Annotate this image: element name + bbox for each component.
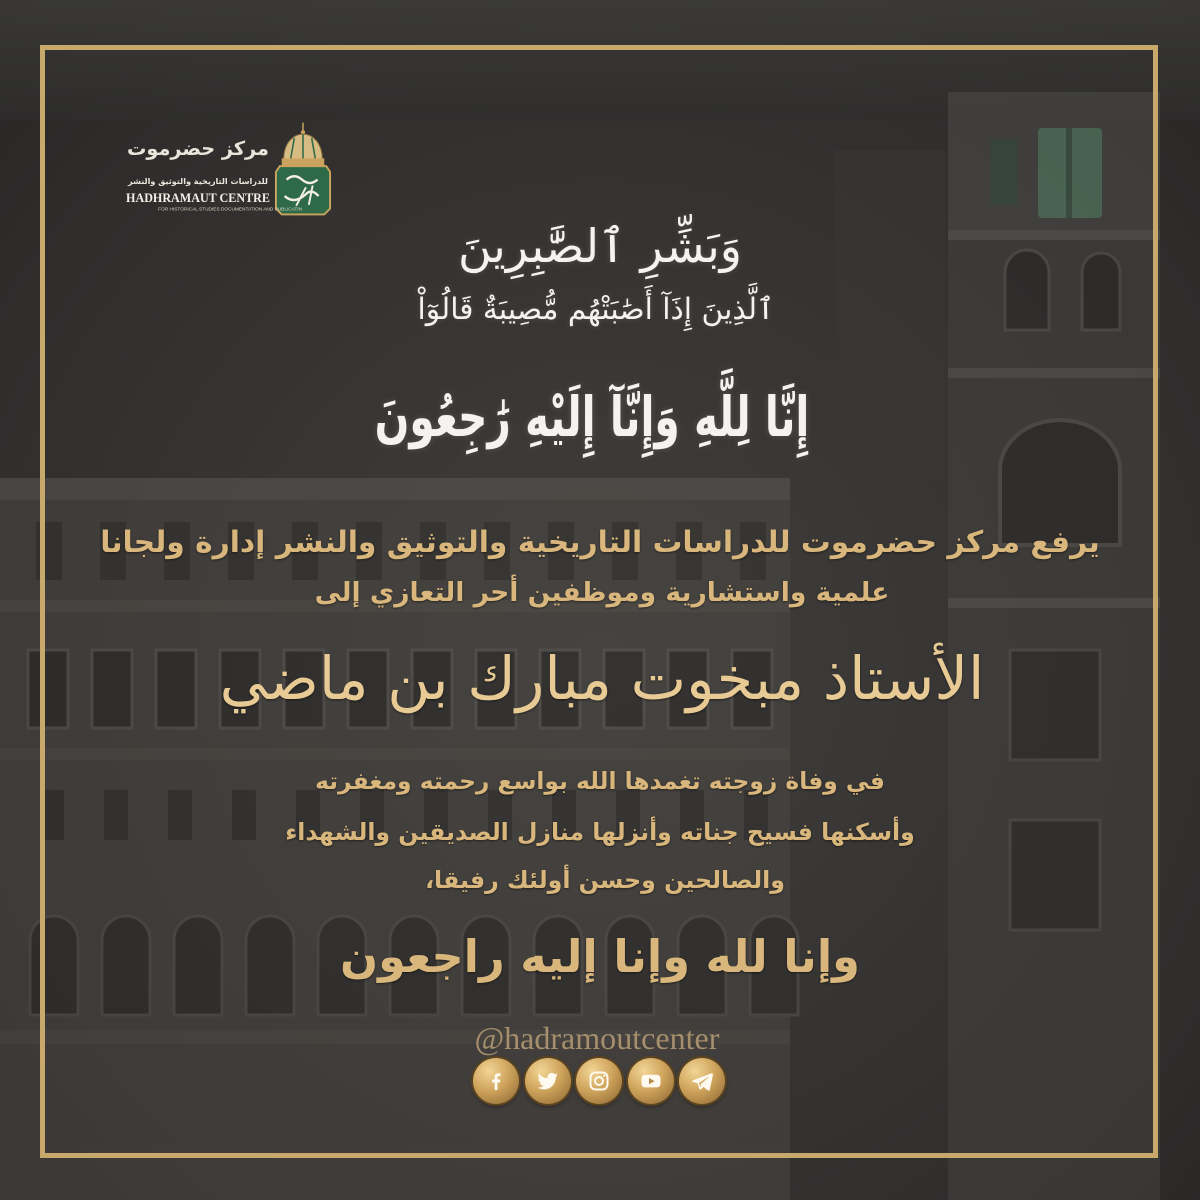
twitter-icon[interactable] bbox=[525, 1058, 571, 1104]
prayer-line-1 bbox=[0, 756, 1200, 804]
closing-phrase-text: وإنا لله وإنا إليه راجعون bbox=[340, 930, 860, 983]
closing-phrase bbox=[0, 920, 1200, 992]
logo-subtitle bbox=[124, 171, 272, 189]
telegram-glyph bbox=[690, 1069, 714, 1093]
instagram-icon[interactable] bbox=[576, 1058, 622, 1104]
instagram-lens bbox=[595, 1077, 603, 1085]
verse-line-1-text: وَبَشِّرِ ٱلصَّٰبِرِينَ bbox=[458, 219, 742, 273]
facebook-f bbox=[492, 1073, 501, 1090]
intro-line-2-text: علمية واستشارية وموظفين أحر التعازي إلى bbox=[314, 577, 890, 608]
verse-line-2-text: ٱلَّذِينَ إِذَآ أَصَٰبَتْهُم مُّصِيبَةٌ قَالُوٓاْ bbox=[417, 292, 775, 327]
twitter-bird bbox=[537, 1073, 558, 1090]
prayer-line-2 bbox=[0, 807, 1200, 855]
social-handle bbox=[0, 1019, 1200, 1057]
instagram-dot bbox=[603, 1075, 605, 1077]
dome-tower-emblem-icon bbox=[274, 120, 332, 218]
intro-line-1 bbox=[0, 516, 1200, 566]
prayer-line-1-text: في وفاة زوجته تغمدها الله بواسع رحمته ومغفرته bbox=[315, 767, 885, 795]
youtube-icon[interactable] bbox=[628, 1058, 674, 1104]
social-handle-text: @hadramoutcenter bbox=[474, 1020, 720, 1056]
logo-name-en bbox=[124, 190, 272, 205]
logo-emblem bbox=[274, 120, 332, 218]
logo-tagline-text: FOR HISTORICAL STUDIES DOCUMENTATION AND PUBLICATIN bbox=[158, 207, 303, 212]
logo-name-en-text: HADHRAMAUT CENTRE bbox=[126, 191, 270, 205]
logo-subtitle-text: للدراسات التاريخية والتوثيق والنشر bbox=[128, 176, 268, 186]
instagram-glyph bbox=[587, 1069, 611, 1093]
verse-line-2 bbox=[0, 283, 1200, 337]
intro-line-1-text: يرفع مركز حضرموت للدراسات التاريخية والتوثيق والنشر إدارة ولجانا bbox=[100, 525, 1100, 560]
emblem-drum bbox=[282, 158, 325, 166]
prayer-line-3 bbox=[0, 857, 1200, 901]
prayer-line-3-text: والصالحين وحسن أولئك رفيقا، bbox=[425, 866, 785, 894]
prayer-line-2-text: وأسكنها فسيح جناته وأنزلها منازل الصديقين والشهداء bbox=[285, 818, 915, 846]
telegram-plane bbox=[692, 1073, 713, 1091]
verse-line-1 bbox=[0, 210, 1200, 282]
logo-calligraphy bbox=[124, 124, 272, 170]
youtube-glyph bbox=[639, 1069, 663, 1093]
social-icons bbox=[473, 1058, 725, 1104]
telegram-icon[interactable] bbox=[679, 1058, 725, 1104]
intro-line-2 bbox=[0, 567, 1200, 613]
verse-line-3 bbox=[0, 356, 1200, 472]
verse-line-3-text: إِنَّا لِلَّهِ وَإِنَّآ إِلَيْهِ رَٰجِعُونَ bbox=[374, 384, 810, 450]
logo-calligraphy-text: مركز حضرموت bbox=[127, 137, 269, 160]
twitter-glyph bbox=[536, 1069, 560, 1093]
honoree-name bbox=[0, 630, 1200, 726]
facebook-glyph bbox=[484, 1069, 508, 1093]
facebook-icon[interactable] bbox=[473, 1058, 519, 1104]
honoree-name-text: الأستاذ مبخوت مبارك بن ماضي bbox=[219, 644, 985, 713]
